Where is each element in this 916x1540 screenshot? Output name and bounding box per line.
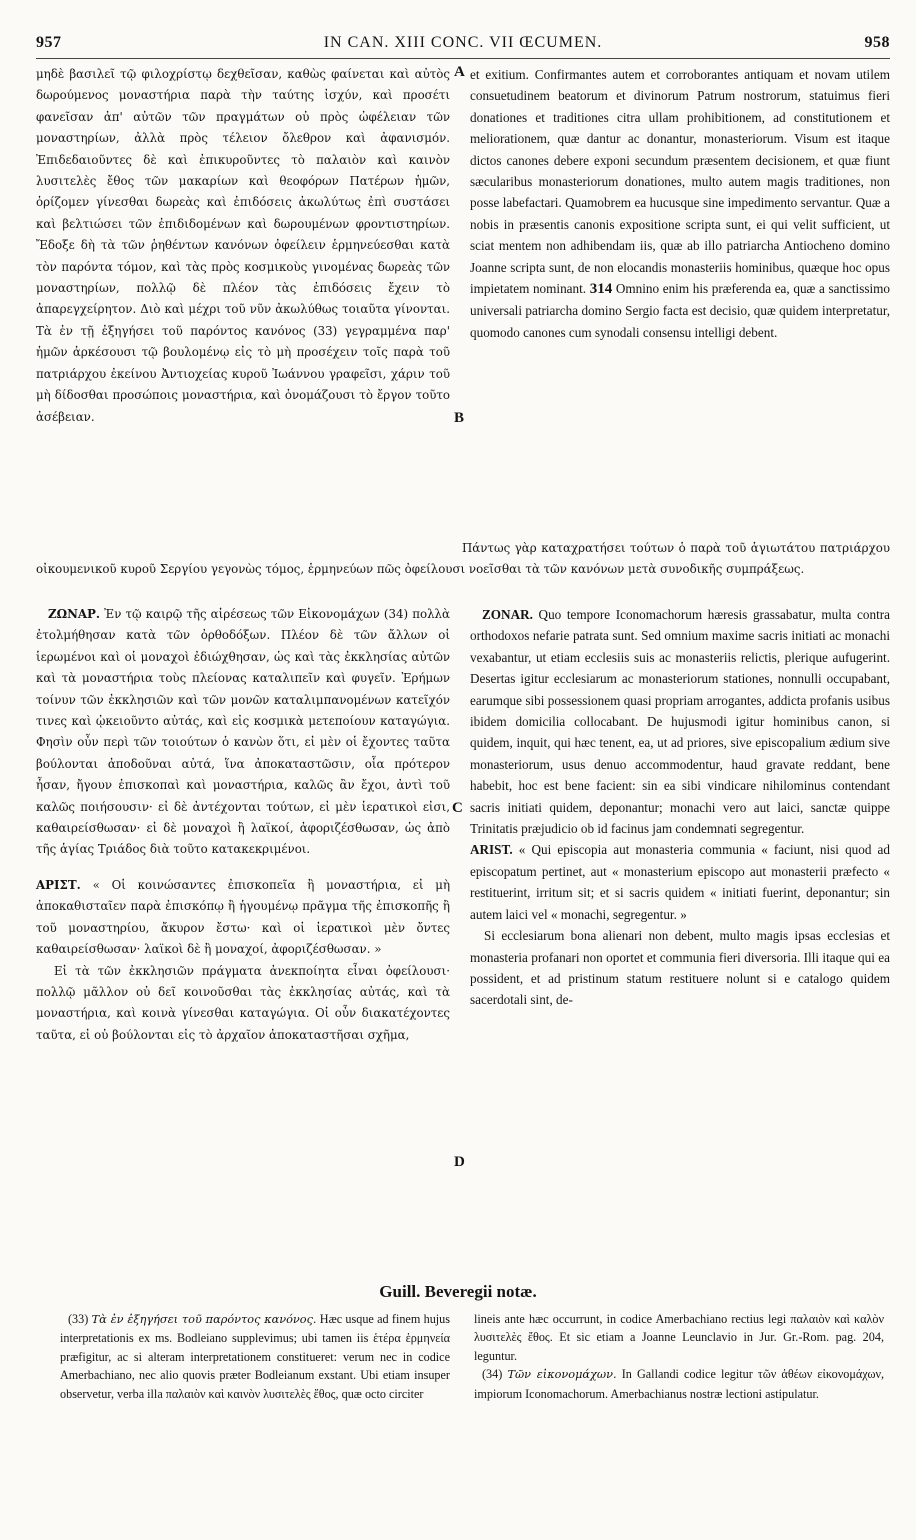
greek-commentary-column xyxy=(36,604,450,1046)
note-33-greek: Τὰ ἐν ἐξηγήσει τοῦ παρόντος κανόνος. xyxy=(91,1313,317,1326)
greek-aristenus-label: ΑΡΙΣΤ. xyxy=(36,877,81,892)
latin-canon-text xyxy=(470,64,890,343)
greek-aristenus-text: « Οἱ κοινώσαντες ἐπισκοπεῖα ἢ μοναστήρια, εἰ μὴ ἀποκαθισταῖεν παρὰ ἐπισκόπῳ ἢ ἡγουμένῳ πρᾶγμα τῆς ἐπισκοπῆς ἢ τοῦ μοναστηρίου, ἄκυρον ἔστω· καὶ οἱ ἱερατικοὶ μὲν ὄντες καθαιρείσθωσαν· λαϊκοὶ δὲ ἢ μοναχοί, ἀφοριζέσθωσαν. » xyxy=(36,877,451,957)
latin-commentary-column xyxy=(470,604,890,1011)
note-34 xyxy=(474,1365,884,1403)
note-33-continued: lineis ante hæc occurrunt, in codice Amerbachiano rectius legi παλαιὸν καὶ καλὸν λυσιτελὲς ἔθος. Et sic etiam a Joanne Leunclavio in Jur. Gr.-Rom. pag. 204, leguntur. xyxy=(474,1312,884,1363)
greek-canon-text: μηδὲ βασιλεῖ τῷ φιλοχρίστῳ δεχθεῖσαν, καθὼς φαίνεται καὶ αὐτὸς δωρούμενος μοναστήρια παρὰ τὴν ταύτης ἰσχύν, καὶ προσέτι φανεῖσαν ἀπ' αὐτῶν τῶν πραγμάτων οὐ πρὸς ὠφέλειαν τῶν μοναστηρίων, ἀλλὰ πρὸς τέλειον ὄλεθρον καὶ ἀφανισμόν. Ἐπιδεδαιοῦντες δὲ καὶ ἐπικυροῦντες τὸ παλαιὸν καὶ καινὸν λυσιτελὲς ἔθος τῶν μακαρίων καὶ θεοφόρων Πατέρων ἡμῶν, ὁρίζομεν γίνεσθαι δωρεὰς καὶ ἐπιδόσεις ἀκωλύτως ἐπὶ συστάσει καὶ βελτιώσει τῶν ἐπιδιδομένων καὶ δωρουμένων φροντιστηρίων. Ἔδοξε δὴ τὰ τῶν ῥηθέντων κανόνων ὀφείλειν ἑρμηνεύεσθαι κατὰ τὸν παρόντα τόμον, καὶ τὰς πρὸς κοσμικοὺς γινομένας δωρεὰς τῶν μοναστηρίων, πολλῷ δὲ πλέον τὰς ἐπιδόσεις ἔχειν τὸ ἀπαρεγχείρητον. Διὸ καὶ μέχρι τοῦ νῦν ἀκωλύθως τοιαῦτα γίνονται. Τὰ ἐν τῇ ἐξηγήσει τοῦ παρόντος κανόνος (33) γεγραμμένα παρ' ἡμῶν ἀρκέσουσι τῷ βουλομένῳ εἰς τὸ μὴ προσέχειν τοῖς παρὰ τοῦ πατριάρχου ἐκείνου Ἀντιοχείας κυροῦ Ἰωάννου γραφεῖσι, χάριν τοῦ μὴ δίδοσθαι προσώποις μοναστήρια, καὶ ὀνομάζουσι τὸ ἔργον τοῦτο ἀσέβειαν. xyxy=(36,67,450,424)
section-marker-b: B xyxy=(454,410,465,426)
page-header xyxy=(36,34,890,59)
latin-canon-column xyxy=(470,64,890,343)
note-34-text: In Gallandi codice legitur τῶν ἀθέων εἰκονομάχων, impiorum Iconomachorum. Amerbachianus nostræ lectioni astipulatur. xyxy=(474,1367,885,1401)
column-number: 314 xyxy=(589,281,613,298)
latin-zonaras-label: ZONAR. xyxy=(482,607,533,622)
note-34-greek: Τῶν εἰκονομάχων. xyxy=(507,1368,617,1382)
right-page-number: 958 xyxy=(864,34,890,51)
note-34-number: (34) xyxy=(482,1367,503,1382)
greek-aristenus xyxy=(36,875,450,961)
notes-title: Guill. Beveregii notæ. xyxy=(379,1282,537,1301)
greek-zonaras-label: ΖΩΝΑΡ. xyxy=(48,607,101,621)
section-marker-d: D xyxy=(454,1154,465,1170)
notes-left-column xyxy=(60,1310,450,1403)
latin-canon-body: et exitium. Confirmantes autem et corroborantes antiquam et novam utilem consuetudinem beatorum et divinorum Patrum nostrorum, statuimus fieri donationes et traditiones citra ullam prohibitionem, ad constitutionem et meliorationem, quæ dantur ac donantur, monasteriorum. Visum est itaque dictos canones debere exponi secundum præsentem decisionem, et quæ fiunt sæcularibus monasteriorum donationes, multo autem magis traditiones, non posse labefactari. Quamobrem ea hucusque sine impedimento servantur. Quæ a nobis in præsentis canonis expositione scripta sunt, ei qui velit sufficient, ut sciat mentem non adhibendam iis, quæ ab illo patriarcha Antiocheno domino Joanne scripta sunt, de non elocandis monasteriis hominibus, quæque hoc opus impietatem nominant. xyxy=(470,67,890,297)
greek-zonaras xyxy=(36,604,450,861)
latin-zonaras-text: Quo tempore Iconomachorum hæresis grassabatur, multa contra orthodoxos nefarie patrata sunt. Sed omnium maxime sacris initiati ac monachi vexabantur, ut etiam ecclesiis suis ac monasteriis relictis, plerique aufugerint. Desertas igitur ecclesiarum ac monasteriorum stationes, nonnulli occupabant, earumque sibi possessionem quasi propriam arrogantes, addicta profanis usibus ibidem domicilia collocabant. De hujusmodi igitur hominibus canon, si quidem, inquit, qui hæc tenent, ea, ut ad priores, sive episcopalium ædium sive monasteriorum, usus denuo accommodentur, haud gravate reddant, bene habebit, hoc est bene facient: sin ea sibi vindicare nihilominus contendant sacris initiati quidem, deponantur; monachi vero aut laici, sanctæ quippe Trinitatis præjudicio ob id facinus jam condemnati segregentur. xyxy=(470,607,890,837)
greek-canon-column xyxy=(36,64,450,428)
section-marker-a: A xyxy=(454,64,465,80)
note-33-number: (33) xyxy=(68,1312,89,1326)
greek-zonaras-text: Ἐν τῷ καιρῷ τῆς αἱρέσεως τῶν Εἰκονομάχων (34) πολλὰ ἐτολμήθησαν κατὰ τῶν ὀρθοδόξων. Πλέον δὲ τῶν ἄλλων οἱ ἱερωμένοι καὶ οἱ μοναχοὶ ἐδιώχθησαν, ὡς καὶ τὰς ἐκκλησίας αὐτῶν καὶ τὰ μοναστήρια τοὺς πλείονας καταλιπεῖν καὶ φυγεῖν. Ἐρήμων τοίνυν τῶν ἐκκλησιῶν καὶ τῶν μονῶν καταλιμπανομένων κατεῖχόν τινες καὶ ᾠκειοῦντο αὐτάς, καὶ εἰς κοσμικὰ μετεποίουν καταγώγια. Φησὶν οὖν περὶ τῶν τοιούτων ὁ κανὼν ὅτι, εἰ μὲν οἱ ἔχοντες ταῦτα βούλονται ἀποδοῦναι αὐτά, ἵνα ἀποκαταστῶσιν, οἷα πρότερον ἦσαν, ἤγουν ἐπισκοπαὶ καὶ μοναστήρια, καλῶς ἂν ἔχοι, ἀντὶ τοῦ καλῶς ποιήσουσιν· εἰ δὲ ἀντέχονται τούτων, εἰ μὲν ἱερατικοὶ εἰσι, καθαιρείσθωσαν· εἰ δὲ μοναχοὶ ἢ λαϊκοί, ἀφοριζέσθωσαν, ὡς ἀπὸ τῆς ἁγίας Τριάδος διὰ τοῦτο κατακεκριμένοι. xyxy=(36,607,450,857)
latin-aristenus-text: « Qui episcopia aut monasteria communia « faciunt, nisi quod ad episcopatum pertinet, aut « monasterium episcopo aut monasterii præfecto « restituerint, irritum sit; et si sacris quidem « initiati fuerint, deponantur; sin autem laici vel « monachi, segregentur. » xyxy=(470,842,890,922)
note-33 xyxy=(60,1310,450,1403)
notes-right-column xyxy=(474,1310,884,1403)
latin-aristenus-label: ARIST. xyxy=(470,842,513,858)
greek-after-aristenus: Εἰ τὰ τῶν ἐκκλησιῶν πράγματα ἀνεκποίητα εἶναι ὀφείλουσι· πολλῷ μᾶλλον οὐ δεῖ κοινοῦσθαι τὰς ἐκκλησίας αὐτάς, καὶ τὰ μοναστήρια, καὶ κοινὰ γίνεσθαι καταγώγια. Οἱ οὖν διακατέχοντες ταῦτα, εἰ οὐ βούλονται εἰς τὸ ἀρχαῖον ἀποκαταστῆσαι σχῆμα, xyxy=(36,963,450,1042)
greek-spanning-text: Πάντως γὰρ καταχρατήσει τούτων ὁ παρὰ τοῦ ἁγιωτάτου πατριάρχου οἰκουμενικοῦ κυροῦ Σεργίου γεγονὼς τόμος, ἑρμηνεύων πῶς ὀφείλουσι νοεῖσθαι τὰ τῶν κανόνων μετὰ συνοδικῆς συμπράξεως. xyxy=(36,541,890,577)
left-page-number: 957 xyxy=(36,34,62,51)
latin-canon-body-2: Omnino enim his præferenda ea, quæ a sanctissimo universali patriarcha domino Sergio facta est decisio, quæ quidem interpretatur, quomodo canones cum synodali consensu intelligi debent. xyxy=(470,281,890,340)
section-marker-c: C xyxy=(452,800,463,816)
latin-zonaras xyxy=(470,604,890,839)
running-title: IN CAN. XIII CONC. VII ŒCUMEN. xyxy=(323,34,603,51)
note-33-text: Hæc usque ad finem hujus interpretationis ex ms. Bodleiano supplevimus; ubi tamen iis ἑτέρα ἑρμηνεία præfigitur, ac si alteram interpretationem constitueret: verum nec in codice Amerbachiano, nec alio quovis præter Bodleianum exstant. Ubi etiam insuper observetur, verba illa παλαιὸν καὶ καινὸν λυσιτελὲς ἔθος, quæ octo circiter xyxy=(60,1312,451,1401)
latin-aristenus xyxy=(470,839,890,925)
latin-after-aristenus: Si ecclesiarum bona alienari non debent, multo magis ipsas ecclesias et monasteria profanari non oportet et communia fieri diversoria. Illi itaque qui ea possident, et ad pristinum statum restituere nolunt si e catalogo quidem sacerdotali sint, de- xyxy=(470,928,890,1008)
